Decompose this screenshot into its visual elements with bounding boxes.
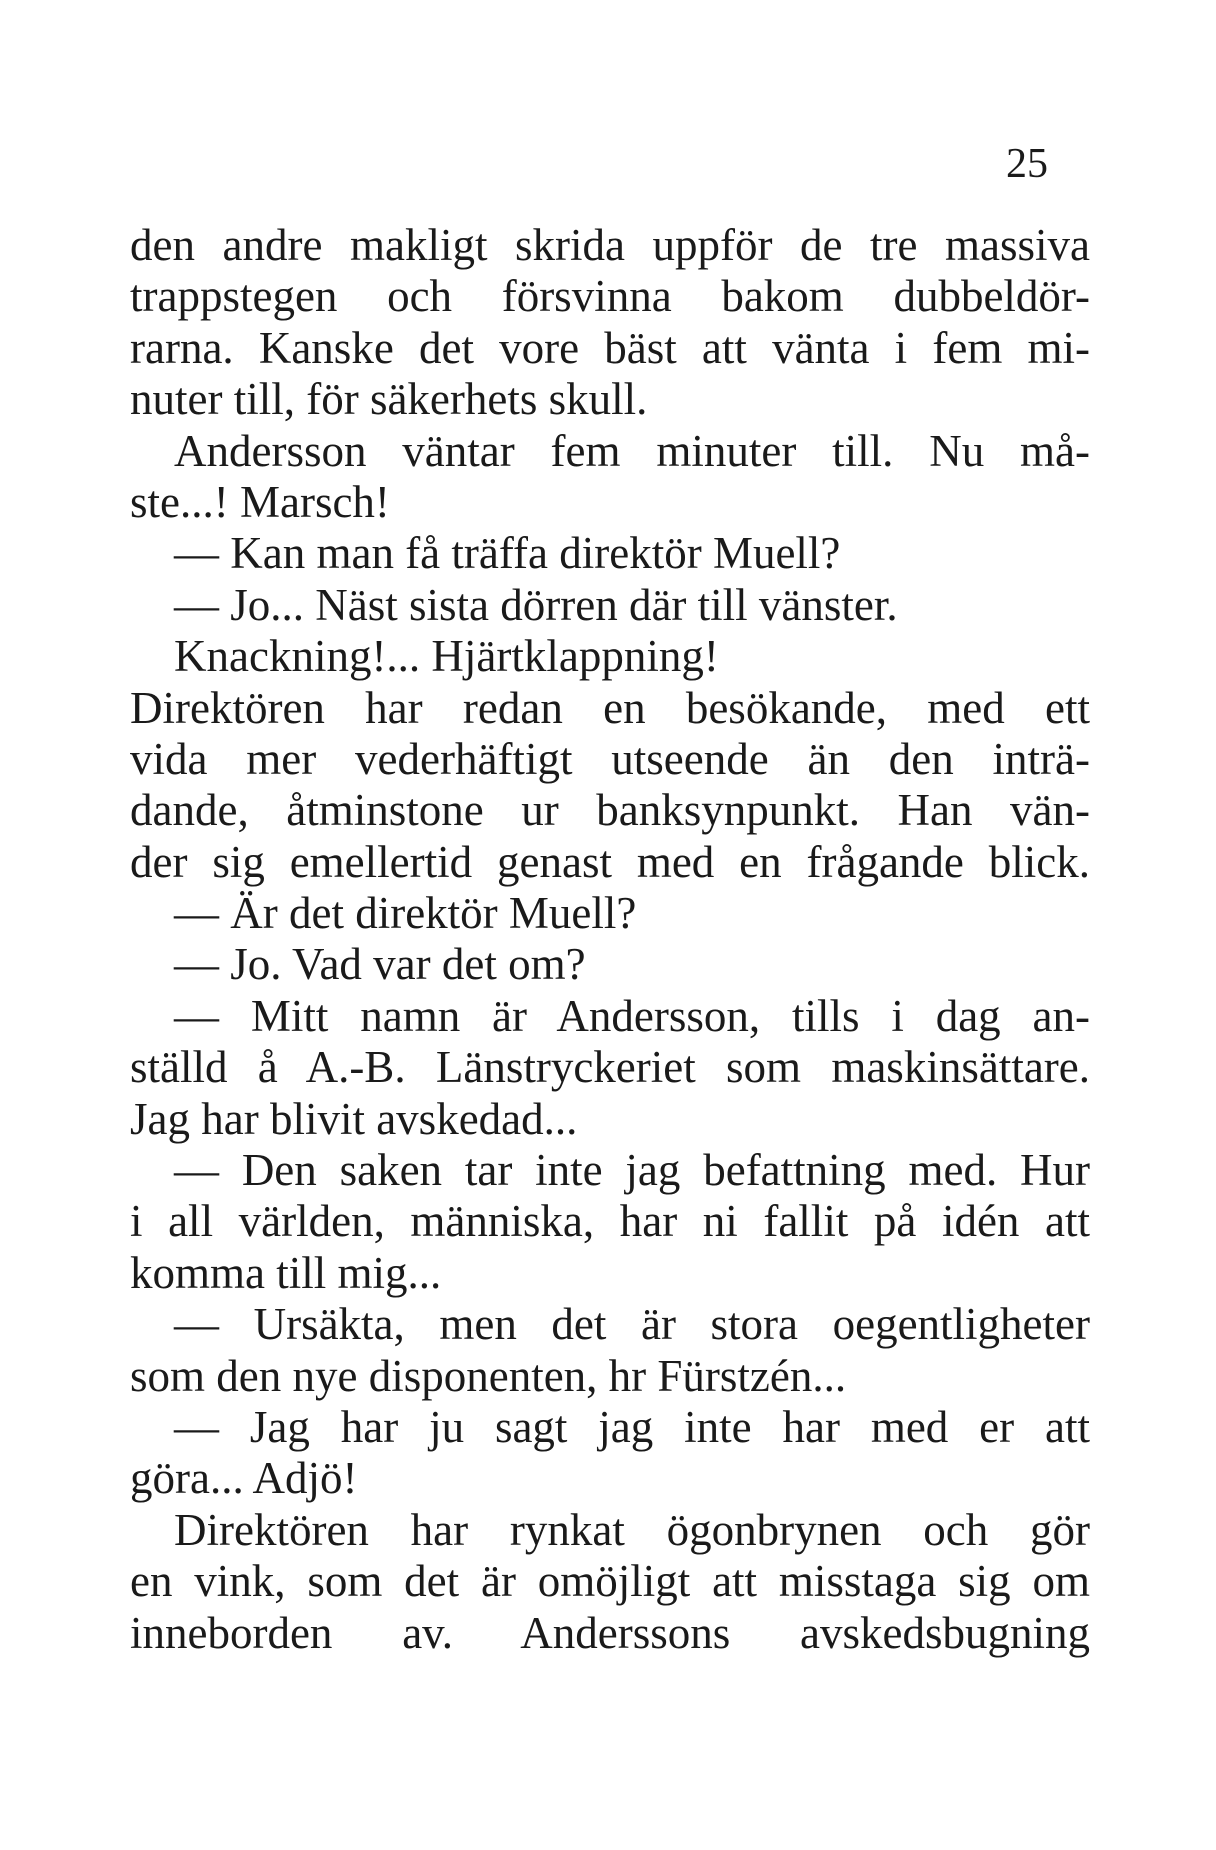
text-line: som den nye disponenten, hr Fürstzén... (130, 1350, 847, 1401)
text-line: ste...! Marsch! (130, 476, 390, 527)
text-line: — Den saken tar inte jag befattning med. Hur (174, 1145, 1090, 1196)
text-line: — Jo... Näst sista dörren där till vänster. (174, 579, 898, 630)
text-line: trappstegen och försvinna bakom dubbeldör- (130, 271, 1090, 322)
text-line: der sig emellertid genast med en frågande blick. (130, 836, 1090, 887)
text-line: i all världen, människa, har ni fallit på idén att (130, 1196, 1090, 1247)
text-line: Direktören har redan en besökande, med ett (130, 682, 1090, 733)
text-line: dande, åtminstone ur banksynpunkt. Han vän- (130, 785, 1090, 836)
text-line: rarna. Kanske det vore bäst att vänta i fem mi- (130, 322, 1090, 373)
page-number: 25 (1006, 141, 1048, 187)
text-line: Jag har blivit avskedad... (130, 1093, 578, 1144)
text-line: nuter till, för säkerhets skull. (130, 374, 648, 425)
text-line: den andre makligt skrida uppför de tre massiva (130, 220, 1090, 270)
text-line: inneborden av. Anderssons avskedsbugning (130, 1607, 1090, 1658)
text-line: en vink, som det är omöjligt att misstaga sig om (130, 1556, 1090, 1607)
text-line: Andersson väntar fem minuter till. Nu må- (174, 425, 1090, 476)
text-line: Knackning!... Hjärtklappning! (174, 631, 719, 682)
text-line: — Ursäkta, men det är stora oegentligheter (174, 1299, 1090, 1350)
text-line: Direktören har rynkat ögonbrynen och gör (174, 1504, 1090, 1555)
text-line: komma till mig... (130, 1247, 442, 1298)
text-line: göra... Adjö! (130, 1453, 358, 1504)
text-line: — Jo. Vad var det om? (174, 939, 586, 990)
text-line: — Jag har ju sagt jag inte har med er att (174, 1401, 1090, 1452)
text-line: — Mitt namn är Andersson, tills i dag an- (174, 990, 1090, 1041)
body-text (130, 220, 1090, 1659)
text-line: — Är det direktör Muell? (174, 888, 637, 939)
text-line: — Kan man få träffa direktör Muell? (174, 528, 841, 579)
text-line: vida mer vederhäftigt utseende än den inträ- (130, 733, 1090, 784)
text-line: ställd å A.-B. Länstryckeriet som maskinsättare. (130, 1042, 1090, 1093)
